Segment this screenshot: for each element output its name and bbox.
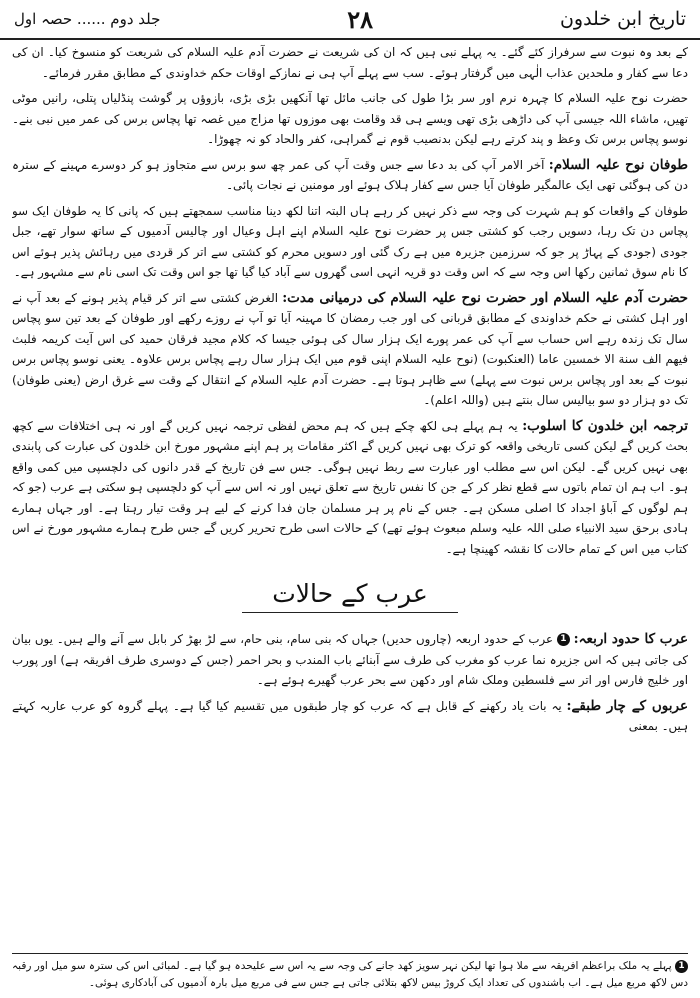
period-heading: حضرت آدم علیہ السلام اور حضرت نوح علیہ السلام کی درمیانی مدت: bbox=[282, 289, 688, 306]
book-title: تاریخ ابن خلدون bbox=[559, 8, 686, 30]
translation-heading: ترجمہ ابن خلدون کا اسلوب: bbox=[522, 417, 688, 434]
period-text: الغرض کشتی سے اتر کر قیام پذیر ہونے کے بعد آپ نے اور اہل کشتی نے حکم خداوندی کے مطابق قربانی کی اور جب رمضان کا مہینہ آیا تو آپ نے روزے رکھے اور طوفان کے بعد تین سو پچاس سال تک زندہ رہے اس حساب سے آپ کی عمر پورے ایک ہزار سال کی ہوئی جیسا کہ کلام مجید فرقان حمید کی اس آیت کریمہ فلبث فیھم الف سنة الا خمسین عاما (العنکبوت) (نوح علیہ السلام اپنی قوم میں ایک ہزار سال رہے پچاس برس علاوہ۔ یعنی نوسو پچاس برس نبوت کے بعد اور پچاس برس نبوت سے پہلے) سے ظاہر ہوتا ہے۔ حضرت آدم علیہ السلام کے انتقال کے وقت سے غرق ارض (یعنی طوفان) تک دو ہزار دو سو بیالیس سال بنتے ہیں (واللہ اعلم)۔ bbox=[12, 290, 688, 407]
borders-text: عرب کے حدود اربعہ (چاروں حدیں) جہاں کہ بنی سام، بنی حام، سے لڑ بھڑ کر بابل سے آنے والے ہیں۔ یوں بیان کی جاتی ہیں کہ اس جزیرہ نما عرب کو مغرب کی طرف سے آبنائے باب المندب و بحر احمر (جس کے دوسری طرف افریقہ ہے) اور پورب اور خلیج فارس اور اتر سے فلسطین وملک شام اور دکھن سے بحر عرب گھیرے ہوئے ہے۔ bbox=[12, 632, 688, 687]
classes-text: یہ بات یاد رکھنے کے قابل ہے کہ عرب کو چار طبقوں میں تقسیم کیا گیا ہے۔ پہلے گروہ کو عرب عاربہ کہتے ہیں۔ بمعنی bbox=[12, 698, 688, 733]
footnotes bbox=[12, 953, 688, 992]
volume-label: جلد دوم ...... حصہ اول bbox=[14, 10, 161, 28]
borders-heading: عرب کا حدود اربعہ: bbox=[573, 631, 688, 647]
translation-text: یہ ہم پہلے ہی لکھ چکے ہیں کہ ہم محض لفظی ترجمہ نہیں کریں گے اور نہ ہی اختلافات سے کچھ بحث کریں گے لیکن کسی تاریخی واقعہ کو ترک بھی نہیں کریں گے اکثر مقامات پر ہم اپنے مشہور مورخ ابن خلدون کی عبارت کی پابندی بھی نہیں کریں گے۔ لیکن اس سے مطلب اور عبارت سے ربط نہیں ہوگی۔ جس سے فن تاریخ کے قدر دانوں کی دلچسپی میں کمی واقع ہو۔ اب ہم ان تمام باتوں سے قطع نظر کر کے جن کا نفس تاریخ سے تعلق نہیں اور نہ اس سے آپ کو دلچسپی ہو سکتی ہے عرب (جو کہ ہم لوگوں کے آباؤ اجداد کا اصلی مسکن ہے۔ جس کے نام پر ہر مسلمان جان فدا کرنے کے لیے ہر وقت تیار رہتا ہے۔ اور جہاں ہمارے ہادی برحق سید الانبیاء صلی اللہ علیہ وسلم مبعوث ہوئے تھے) کے حالات اسی طرح تحریر کریں گے جس طرح ہمارے مشہور مورخ نے اس کتاب میں اس کے تمام حالات کا نقشہ کھینچا ہے۔ bbox=[12, 418, 688, 556]
flood-heading: طوفان نوح علیہ السلام: bbox=[548, 156, 688, 173]
flood-section bbox=[12, 155, 688, 196]
footnote-ref-marker[interactable]: 1 bbox=[557, 633, 570, 646]
page-number: ۲۸ bbox=[347, 4, 374, 34]
classes-heading: عربوں کے چار طبقے: bbox=[566, 697, 688, 714]
period-section bbox=[12, 288, 688, 411]
page-header bbox=[0, 0, 700, 40]
footnote-text: پہلے یہ ملک براعظم افریقہ سے ملا ہوا تھا لیکن نہر سویز کھد جانے کی وجہ سے یہ اس سے علیحدہ ہو گیا ہے۔ لمبائی اس کی سترہ سو میل اور رقبہ دس لاکھ مربع میل ہے۔ اب باشندوں کی تعداد ایک کروڑ بیس لاکھ بتلائی جاتی ہے جس سے فی مربع میل بارہ آدمیوں کی آبادکاری ہوئی۔ bbox=[12, 960, 688, 989]
paragraph: کے بعد وہ نبوت سے سرفراز کئے گئے۔ یہ پہلے نبی ہیں کہ ان کی شریعت نے حضرت آدم علیہ السلام کی شریعت کو منسوخ کیا۔ ان کی دعا سے کفار و ملحدین عذاب الٰہی میں گرفتار ہوئے۔ سب سے پہلے آپ ہی نے نمازکے اوقات حکم خداوندی کے مطابق مقرر فرمائے۔ bbox=[12, 45, 688, 80]
footnote-marker: 1 bbox=[675, 960, 688, 973]
paragraph: حضرت نوح علیہ السلام کا چہرہ نرم اور سر بڑا طول کی جانب مائل تھا آنکھیں بڑی بڑی، بازوؤں پر گوشت پنڈلیاں پتلی، رانیں موٹی تھیں، ماشاء اللہ جیسی آپ کی داڑھی بڑی تھی ویسے ہی قد وقامت بھی موزوں تھا مزاج میں غصہ تھا پچاس برس کی عمر میں نبی بنے۔ نوسو پچاس برس تک وعظ و پند کرتے رہے لیکن بدنصیب قوم نے گمراہی، کفر والحاد کو نہ چھوڑا۔ bbox=[12, 91, 688, 146]
page-body bbox=[12, 42, 688, 944]
translation-section bbox=[12, 416, 688, 560]
flood-detail-paragraph: طوفان کے واقعات کو ہم شہرت کی وجہ سے ذکر نہیں کر رہے ہاں البتہ اتنا لکھ دینا مناسب سمجھتے ہیں کہ پانی کا یہ طوفان ایک سو پچاس دن تک رہا، دسویں رجب کو کشتی جس پر حضرت نوح علیہ السلام اپنے اہل وعیال اور چالیس آدمیوں کے ساتھ سوار تھے، جبل جودی (جودی کے پہاڑ پر جو کہ سرزمین جزیرہ میں ہے رک گئی اور دسویں محرم کو کشتی سے اتر کر قردی میں رہائش پذیر ہوئے اس کا نام سوق ثمانین رکھا اس وجہ سے کہ اس وقت دو قریہ انہی اسی گھروں سے آباد کیا گیا تھا جو اس وقت تک اسی نام سے مشہور ہے۔ bbox=[12, 203, 688, 279]
section-title-text: عرب کے حالات bbox=[242, 579, 458, 613]
flood-text: آخر الامر آپ کی بد دعا سے جس وقت آپ کی عمر چھ سو برس سے متجاوز ہو کر دوسرے مہینے کے سترہ دن کی ہوگئی تھی ایک عالمگیر طوفان آیا جس سے کفار ہلاک ہوئے اور مومنین نے نجات پائی۔ bbox=[12, 157, 688, 192]
section-title bbox=[12, 579, 688, 609]
classes-section bbox=[12, 696, 688, 737]
borders-section bbox=[12, 629, 688, 691]
